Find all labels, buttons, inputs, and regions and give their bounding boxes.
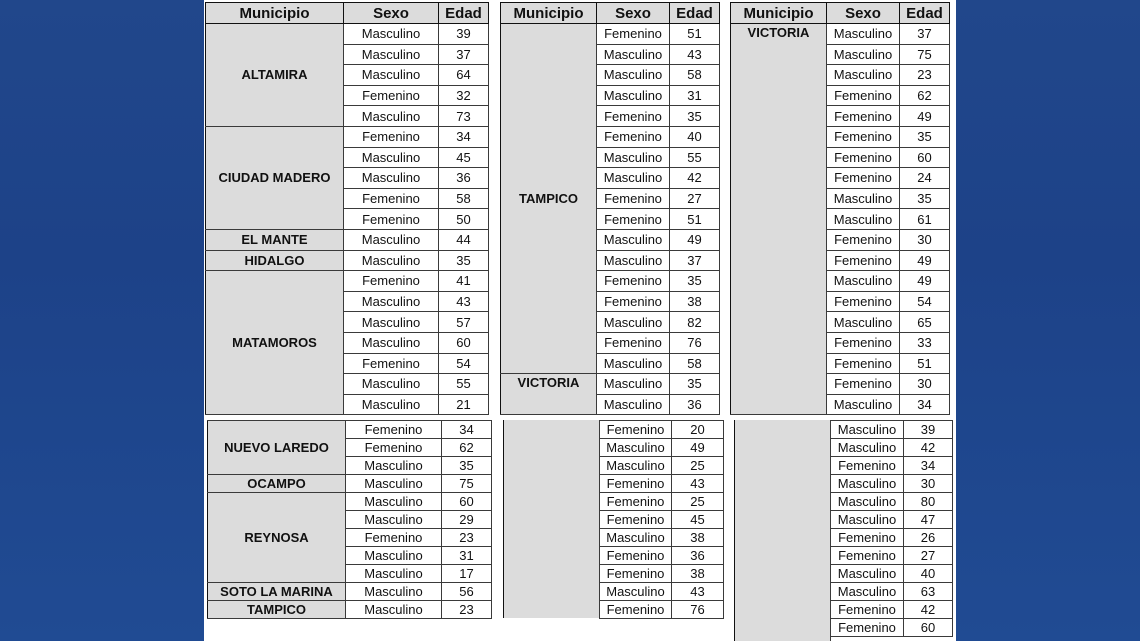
header-row <box>731 3 950 24</box>
table-row <box>206 271 489 292</box>
edad-cell: 45 <box>672 511 724 529</box>
sexo-cell: Femenino <box>600 493 672 511</box>
column-header: Sexo <box>827 3 900 24</box>
sexo-cell: Femenino <box>344 85 439 106</box>
edad-cell: 33 <box>900 332 950 353</box>
column-header: Municipio <box>731 3 827 24</box>
sexo-cell: Masculino <box>344 394 439 415</box>
edad-cell: 37 <box>900 24 950 45</box>
sexo-cell: Masculino <box>344 250 439 271</box>
sexo-cell: Masculino <box>346 583 442 601</box>
municipio-name: OCAMPO <box>247 476 306 491</box>
sexo-cell: Femenino <box>827 250 900 271</box>
sexo-cell: Masculino <box>346 565 442 583</box>
table-row <box>831 547 953 565</box>
edad-cell: 38 <box>670 291 720 312</box>
edad-cell: 54 <box>439 353 489 374</box>
sexo-cell: Masculino <box>827 271 900 292</box>
edad-cell: 44 <box>439 229 489 250</box>
edad-cell: 60 <box>442 493 492 511</box>
table-row <box>600 511 724 529</box>
edad-cell: 34 <box>904 457 953 475</box>
table-top-left <box>205 2 489 415</box>
sexo-cell: Masculino <box>344 168 439 189</box>
edad-cell: 55 <box>670 147 720 168</box>
table-row <box>831 421 953 439</box>
municipio-name: VICTORIA <box>747 25 810 40</box>
sexo-cell: Femenino <box>346 439 442 457</box>
sexo-cell: Femenino <box>600 601 672 619</box>
edad-cell: 43 <box>672 475 724 493</box>
edad-cell: 49 <box>670 229 720 250</box>
table-row <box>831 565 953 583</box>
edad-cell: 76 <box>672 601 724 619</box>
column-header: Municipio <box>501 3 597 24</box>
sexo-cell: Femenino <box>597 126 670 147</box>
table-row <box>600 421 724 439</box>
edad-cell: 47 <box>904 511 953 529</box>
edad-cell: 75 <box>442 475 492 493</box>
sexo-cell: Masculino <box>831 475 904 493</box>
sexo-cell: Masculino <box>597 85 670 106</box>
edad-cell: 58 <box>439 188 489 209</box>
edad-cell: 35 <box>439 250 489 271</box>
sexo-cell: Femenino <box>600 565 672 583</box>
table-row <box>206 24 489 45</box>
edad-cell: 82 <box>670 312 720 333</box>
municipio-name: TAMPICO <box>519 191 578 207</box>
sexo-cell: Masculino <box>597 44 670 65</box>
sexo-cell: Femenino <box>827 374 900 395</box>
edad-cell: 58 <box>670 65 720 86</box>
edad-cell: 24 <box>900 168 950 189</box>
sexo-cell: Femenino <box>597 209 670 230</box>
table-row <box>600 439 724 457</box>
edad-cell: 57 <box>439 312 489 333</box>
sexo-cell: Femenino <box>346 529 442 547</box>
table-row <box>208 421 492 439</box>
sexo-cell: Femenino <box>827 291 900 312</box>
edad-cell: 62 <box>900 85 950 106</box>
edad-cell: 43 <box>439 291 489 312</box>
municipio-name: VICTORIA <box>517 375 580 391</box>
sexo-cell: Femenino <box>600 511 672 529</box>
sexo-cell: Masculino <box>346 457 442 475</box>
sexo-cell: Femenino <box>827 332 900 353</box>
column-header: Edad <box>670 3 720 24</box>
sexo-cell: Femenino <box>827 126 900 147</box>
sexo-cell: Femenino <box>597 291 670 312</box>
sexo-cell: Femenino <box>827 353 900 374</box>
table-bottom-right <box>830 420 953 637</box>
edad-cell: 21 <box>439 394 489 415</box>
sexo-cell: Masculino <box>344 65 439 86</box>
edad-cell: 35 <box>900 188 950 209</box>
table-row <box>208 475 492 493</box>
sexo-cell: Masculino <box>346 493 442 511</box>
municipio-cell <box>208 493 346 583</box>
sexo-cell: Masculino <box>600 529 672 547</box>
sexo-cell: Femenino <box>597 332 670 353</box>
sexo-cell: Femenino <box>344 353 439 374</box>
sexo-cell: Femenino <box>600 421 672 439</box>
edad-cell: 17 <box>442 565 492 583</box>
edad-cell: 43 <box>670 44 720 65</box>
table-row <box>831 457 953 475</box>
municipio-name: REYNOSA <box>244 530 309 545</box>
edad-cell: 30 <box>904 475 953 493</box>
sexo-cell: Masculino <box>831 565 904 583</box>
sexo-cell: Masculino <box>827 24 900 45</box>
edad-cell: 63 <box>904 583 953 601</box>
edad-cell: 37 <box>439 44 489 65</box>
sexo-cell: Femenino <box>597 24 670 45</box>
municipio-name: EL MANTE <box>241 232 308 248</box>
edad-cell: 45 <box>439 147 489 168</box>
municipio-cell <box>501 374 597 415</box>
table-row <box>600 583 724 601</box>
sexo-cell: Masculino <box>597 168 670 189</box>
table-row <box>206 250 489 271</box>
edad-cell: 37 <box>670 250 720 271</box>
table-row <box>831 493 953 511</box>
sexo-cell: Femenino <box>597 106 670 127</box>
edad-cell: 65 <box>900 312 950 333</box>
sexo-cell: Masculino <box>344 106 439 127</box>
column-header: Edad <box>900 3 950 24</box>
edad-cell: 60 <box>900 147 950 168</box>
table-row <box>831 439 953 457</box>
edad-cell: 49 <box>900 271 950 292</box>
edad-cell: 73 <box>439 106 489 127</box>
table-row <box>208 493 492 511</box>
edad-cell: 36 <box>439 168 489 189</box>
edad-cell: 60 <box>439 332 489 353</box>
edad-cell: 40 <box>904 565 953 583</box>
edad-cell: 42 <box>670 168 720 189</box>
header-row <box>501 3 720 24</box>
table-row <box>208 583 492 601</box>
sexo-cell: Femenino <box>827 168 900 189</box>
sexo-cell: Femenino <box>831 601 904 619</box>
table-row <box>831 475 953 493</box>
sexo-cell: Masculino <box>344 374 439 395</box>
sexo-cell: Femenino <box>827 106 900 127</box>
column-header: Municipio <box>206 3 344 24</box>
column-header: Edad <box>439 3 489 24</box>
edad-cell: 75 <box>900 44 950 65</box>
municipio-name: TAMPICO <box>247 602 306 617</box>
table-row <box>600 457 724 475</box>
sexo-cell: Masculino <box>831 493 904 511</box>
sexo-cell: Femenino <box>831 619 904 637</box>
municipio-name: NUEVO LAREDO <box>224 440 329 455</box>
table-row <box>831 619 953 637</box>
edad-cell: 23 <box>442 601 492 619</box>
table-bottom-left <box>207 420 492 619</box>
edad-cell: 38 <box>672 529 724 547</box>
sexo-cell: Femenino <box>344 209 439 230</box>
sexo-cell: Femenino <box>831 529 904 547</box>
municipio-cell <box>206 24 344 127</box>
edad-cell: 41 <box>439 271 489 292</box>
sexo-cell: Masculino <box>827 394 900 415</box>
table-row <box>831 583 953 601</box>
column-header: Sexo <box>597 3 670 24</box>
edad-cell: 50 <box>439 209 489 230</box>
sexo-cell: Masculino <box>597 374 670 395</box>
municipio-cell <box>206 229 344 250</box>
edad-cell: 27 <box>904 547 953 565</box>
sexo-cell: Masculino <box>827 65 900 86</box>
sexo-cell: Masculino <box>344 229 439 250</box>
municipio-cell <box>208 475 346 493</box>
sexo-cell: Femenino <box>600 547 672 565</box>
edad-cell: 40 <box>670 126 720 147</box>
edad-cell: 31 <box>670 85 720 106</box>
edad-cell: 49 <box>672 439 724 457</box>
sexo-cell: Masculino <box>597 147 670 168</box>
edad-cell: 29 <box>442 511 492 529</box>
sexo-cell: Femenino <box>346 421 442 439</box>
municipio-cell <box>208 583 346 601</box>
sexo-cell: Femenino <box>831 457 904 475</box>
sexo-cell: Masculino <box>344 24 439 45</box>
table-row <box>600 529 724 547</box>
sexo-cell: Masculino <box>600 439 672 457</box>
municipio-cell <box>206 271 344 415</box>
header-row <box>206 3 489 24</box>
edad-cell: 31 <box>442 547 492 565</box>
municipio-blank-column <box>503 420 600 618</box>
edad-cell: 36 <box>672 547 724 565</box>
edad-cell: 35 <box>670 374 720 395</box>
edad-cell: 42 <box>904 601 953 619</box>
edad-cell: 34 <box>439 126 489 147</box>
edad-cell: 39 <box>904 421 953 439</box>
sexo-cell: Femenino <box>344 188 439 209</box>
sexo-cell: Masculino <box>831 421 904 439</box>
edad-cell: 42 <box>904 439 953 457</box>
sexo-cell: Masculino <box>827 209 900 230</box>
municipio-name: HIDALGO <box>244 252 305 268</box>
edad-cell: 55 <box>439 374 489 395</box>
sexo-cell: Femenino <box>827 147 900 168</box>
edad-cell: 34 <box>900 394 950 415</box>
sexo-cell: Masculino <box>344 312 439 333</box>
sexo-cell: Masculino <box>827 312 900 333</box>
sexo-cell: Masculino <box>597 65 670 86</box>
edad-cell: 43 <box>672 583 724 601</box>
sexo-cell: Masculino <box>597 394 670 415</box>
table-row <box>208 601 492 619</box>
edad-cell: 26 <box>904 529 953 547</box>
edad-cell: 30 <box>900 374 950 395</box>
sexo-cell: Femenino <box>597 271 670 292</box>
table-row <box>206 229 489 250</box>
sexo-cell: Masculino <box>346 547 442 565</box>
municipio-cell <box>208 601 346 619</box>
edad-cell: 38 <box>672 565 724 583</box>
edad-cell: 49 <box>900 250 950 271</box>
table-row <box>600 601 724 619</box>
edad-cell: 35 <box>670 106 720 127</box>
sexo-cell: Masculino <box>597 312 670 333</box>
sexo-cell: Masculino <box>827 44 900 65</box>
sexo-cell: Femenino <box>600 475 672 493</box>
edad-cell: 35 <box>670 271 720 292</box>
table-top-middle <box>500 2 720 415</box>
sexo-cell: Femenino <box>344 126 439 147</box>
table-row <box>831 511 953 529</box>
edad-cell: 51 <box>900 353 950 374</box>
table-row <box>831 529 953 547</box>
edad-cell: 54 <box>900 291 950 312</box>
edad-cell: 49 <box>900 106 950 127</box>
sexo-cell: Masculino <box>597 229 670 250</box>
edad-cell: 35 <box>442 457 492 475</box>
municipio-name: ALTAMIRA <box>241 67 308 83</box>
sexo-cell: Masculino <box>827 188 900 209</box>
municipio-cell <box>208 421 346 475</box>
table-row <box>600 493 724 511</box>
edad-cell: 32 <box>439 85 489 106</box>
edad-cell: 23 <box>900 65 950 86</box>
edad-cell: 51 <box>670 209 720 230</box>
column-header: Sexo <box>344 3 439 24</box>
table-row <box>600 547 724 565</box>
sexo-cell: Masculino <box>600 583 672 601</box>
table-top-right <box>730 2 950 415</box>
table-row <box>831 601 953 619</box>
municipio-cell <box>206 126 344 229</box>
municipio-cell <box>501 24 597 374</box>
edad-cell: 58 <box>670 353 720 374</box>
sexo-cell: Masculino <box>831 583 904 601</box>
municipio-cell <box>731 24 827 415</box>
sexo-cell: Femenino <box>597 188 670 209</box>
sexo-cell: Masculino <box>344 291 439 312</box>
edad-cell: 35 <box>900 126 950 147</box>
edad-cell: 80 <box>904 493 953 511</box>
sexo-cell: Masculino <box>346 475 442 493</box>
sexo-cell: Masculino <box>346 511 442 529</box>
edad-cell: 25 <box>672 457 724 475</box>
edad-cell: 20 <box>672 421 724 439</box>
edad-cell: 36 <box>670 394 720 415</box>
edad-cell: 64 <box>439 65 489 86</box>
sexo-cell: Femenino <box>827 85 900 106</box>
table-row <box>206 126 489 147</box>
table-bottom-middle <box>599 420 724 619</box>
table-row <box>600 475 724 493</box>
edad-cell: 51 <box>670 24 720 45</box>
sexo-cell: Masculino <box>597 353 670 374</box>
sexo-cell: Femenino <box>827 229 900 250</box>
sexo-cell: Femenino <box>344 271 439 292</box>
table-row <box>600 565 724 583</box>
edad-cell: 25 <box>672 493 724 511</box>
sexo-cell: Femenino <box>831 547 904 565</box>
edad-cell: 62 <box>442 439 492 457</box>
sexo-cell: Masculino <box>600 457 672 475</box>
sexo-cell: Masculino <box>346 601 442 619</box>
table-row <box>501 24 720 45</box>
sexo-cell: Masculino <box>344 332 439 353</box>
municipio-name: CIUDAD MADERO <box>218 170 331 186</box>
edad-cell: 34 <box>442 421 492 439</box>
sexo-cell: Masculino <box>597 250 670 271</box>
edad-cell: 56 <box>442 583 492 601</box>
edad-cell: 27 <box>670 188 720 209</box>
table-row <box>501 374 720 395</box>
sexo-cell: Masculino <box>831 511 904 529</box>
edad-cell: 30 <box>900 229 950 250</box>
edad-cell: 39 <box>439 24 489 45</box>
edad-cell: 23 <box>442 529 492 547</box>
table-row <box>731 24 950 45</box>
edad-cell: 61 <box>900 209 950 230</box>
sexo-cell: Masculino <box>831 439 904 457</box>
municipio-name: SOTO LA MARINA <box>220 584 333 599</box>
sexo-cell: Masculino <box>344 44 439 65</box>
edad-cell: 76 <box>670 332 720 353</box>
sexo-cell: Masculino <box>344 147 439 168</box>
municipio-blank-column <box>734 420 831 641</box>
municipio-cell <box>206 250 344 271</box>
municipio-name: MATAMOROS <box>232 335 317 351</box>
edad-cell: 60 <box>904 619 953 637</box>
